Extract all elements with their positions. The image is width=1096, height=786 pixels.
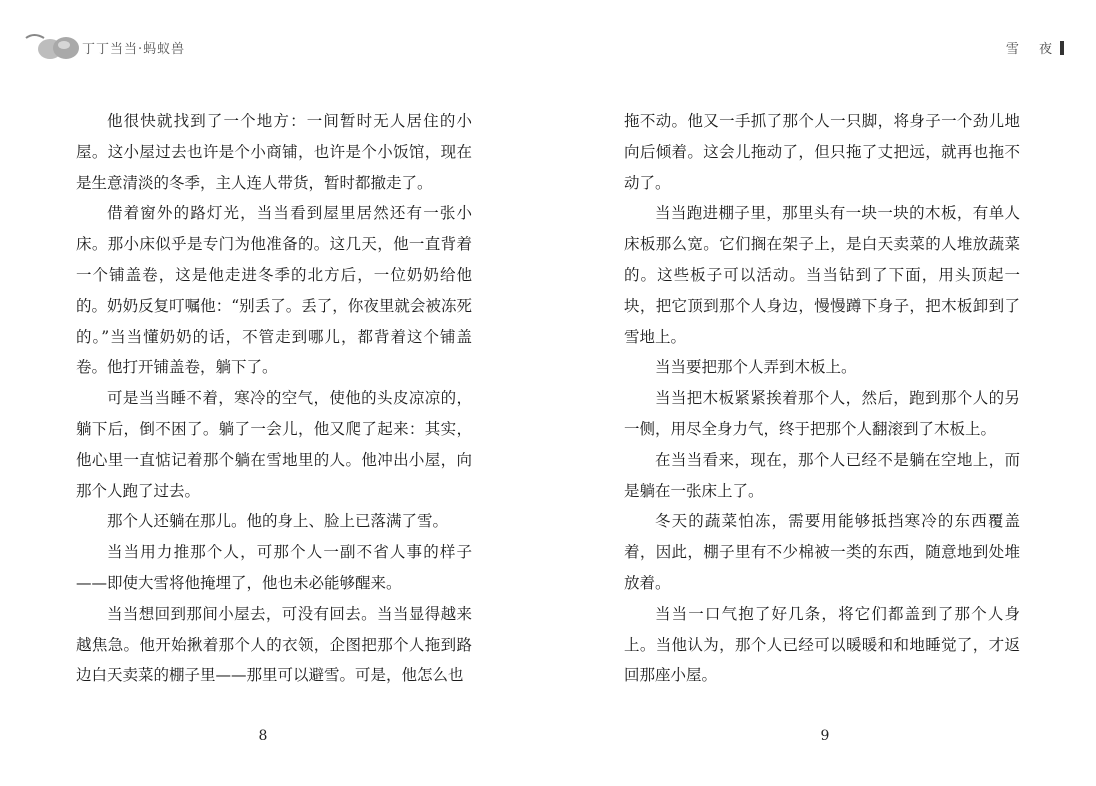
left-page-body (76, 106, 472, 691)
paragraph: 冬天的蔬菜怕冻，需要用能够抵挡寒冷的东西覆盖着，因此，棚子里有不少棉被一类的东西，随意地到处堆放着。 (624, 512, 1020, 592)
series-title: 丁丁当当·蚂蚁兽 (82, 42, 186, 57)
paragraph: 当当想回到那间小屋去，可没有回去。当当显得越来越焦急。他开始揪着那个人的衣领，企图把那个人拖到路边白天卖菜的棚子里——那里可以避雪。可是，他怎么也 (76, 604, 472, 685)
chapter-title-text: 雪 夜 (1005, 42, 1060, 57)
paragraph: 当当用力推那个人，可那个人一副不省人事的样子——即使大雪将他掩埋了，他也未必能够醒来。 (76, 543, 472, 592)
paragraph: 当当一口气抱了好几条，将它们都盖到了那个人身上。当他认为，那个人已经可以暖暖和和地睡觉了，才返回那座小屋。 (624, 604, 1020, 685)
chapter-title (1006, 38, 1064, 57)
paragraph: 当当跑进棚子里，那里头有一块一块的木板，有单人床板那么宽。它们搁在架子上，是白天卖菜的人堆放蔬菜的。这些板子可以活动。当当钻到了下面，用头顶起一块，把它顶到那个人身边，慢慢蹲下身子，把木板卸到了雪地上。 (624, 204, 1020, 346)
chapter-bar-icon (1060, 41, 1064, 55)
paragraph: 他很快就找到了一个地方：一间暂时无人居住的小屋。这小屋过去也许是个小商铺，也许是个小饭馆，现在是生意清淡的冬季，主人连人带货，暂时都撤走了。 (76, 112, 472, 192)
right-page-body (624, 106, 1020, 691)
paragraph: 借着窗外的路灯光，当当看到屋里居然还有一张小床。那小床似乎是专门为他准备的。这几天，他一直背着一个铺盖卷，这是他走进冬季的北方后，一位奶奶给他的。奶奶反复叮嘱他：“别丢了。丢了，你夜里就会被冻死的。”当当懂奶奶的话，不管走到哪儿，都背着这个铺盖卷。他打开铺盖卷，躺下了。 (76, 204, 472, 377)
series-logo-icon (24, 30, 84, 64)
paragraph: 可是当当睡不着，寒冷的空气，使他的头皮凉凉的，躺下后，倒不困了。躺了一会儿，他又爬了起来：其实，他心里一直惦记着那个躺在雪地里的人。他冲出小屋，向那个人跑了过去。 (76, 389, 472, 500)
paragraph: 拖不动。他又一手抓了那个人一只脚，将身子一个劲儿地向后倾着。这会儿拖动了，但只拖了丈把远，就再也拖不动了。 (624, 112, 1020, 192)
right-page (548, 0, 1096, 786)
page-number: 9 (820, 728, 830, 744)
paragraph: 在当当看来，现在，那个人已经不是躺在空地上，而是躺在一张床上了。 (624, 450, 1020, 500)
paragraph: 那个人还躺在那儿。他的身上、脸上已落满了雪。 (107, 512, 449, 531)
paragraph: 当当把木板紧紧挨着那个人，然后，跑到那个人的另一侧，用尽全身力气，终于把那个人翻滚到了木板上。 (624, 389, 1020, 438)
paragraph: 当当要把那个人弄到木板上。 (655, 358, 857, 377)
page-number: 8 (258, 728, 268, 744)
